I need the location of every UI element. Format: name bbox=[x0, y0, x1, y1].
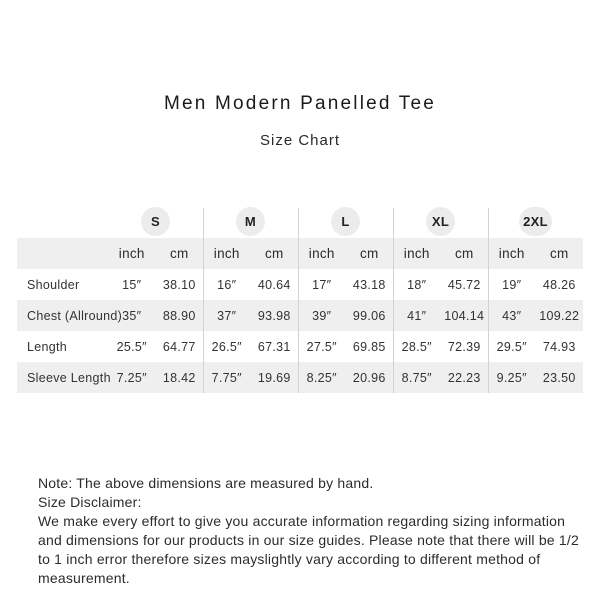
table-row bbox=[17, 331, 583, 362]
measurement-cell: 45.72 bbox=[447, 277, 481, 292]
measurement-cell: 7.75″ bbox=[211, 370, 242, 385]
unit-header-cell: cm bbox=[359, 246, 379, 261]
units-header-row bbox=[17, 238, 583, 269]
measurement-cell: 8.75″ bbox=[401, 370, 432, 385]
measurement-cell: 88.90 bbox=[162, 308, 196, 323]
size-badge-cell bbox=[108, 207, 203, 236]
column-divider bbox=[488, 208, 489, 393]
measurement-cell: 28.5″ bbox=[401, 339, 432, 354]
row-label: Length bbox=[27, 339, 68, 354]
unit-header-cell: cm bbox=[454, 246, 474, 261]
size-badge-row bbox=[17, 205, 583, 238]
measurement-cell: 27.5″ bbox=[306, 339, 337, 354]
unit-header-cell: inch bbox=[498, 246, 525, 261]
notes-section bbox=[38, 474, 584, 588]
row-label: Sleeve Length bbox=[27, 370, 111, 385]
measurement-cell: 109.22 bbox=[539, 308, 580, 323]
size-badge-cell bbox=[488, 207, 583, 236]
measurement-cell: 48.26 bbox=[542, 277, 576, 292]
measurement-cell: 67.31 bbox=[257, 339, 291, 354]
measurement-cell: 39″ bbox=[312, 308, 332, 323]
measurement-cell: 37″ bbox=[217, 308, 237, 323]
measurement-cell: 7.25″ bbox=[116, 370, 147, 385]
measurement-cell: 9.25″ bbox=[496, 370, 527, 385]
page-subtitle: Size Chart bbox=[259, 132, 341, 149]
measurement-note: Note: The above dimensions are measured by hand. bbox=[38, 475, 374, 491]
measurement-cell: 18″ bbox=[407, 277, 427, 292]
unit-header-cell: cm bbox=[264, 246, 284, 261]
size-badge: M bbox=[236, 207, 265, 236]
unit-header-cell: inch bbox=[403, 246, 430, 261]
size-badge-cell bbox=[393, 207, 488, 236]
measurement-cell: 69.85 bbox=[352, 339, 386, 354]
measurement-cell: 64.77 bbox=[162, 339, 196, 354]
size-badge: 2XL bbox=[519, 207, 552, 236]
column-divider bbox=[203, 208, 204, 393]
measurement-cell: 19.69 bbox=[257, 370, 291, 385]
size-badge: S bbox=[141, 207, 170, 236]
measurement-cell: 43″ bbox=[502, 308, 522, 323]
table-row bbox=[17, 269, 583, 300]
size-chart-table bbox=[17, 205, 583, 393]
size-badge: XL bbox=[426, 207, 455, 236]
measurement-cell: 20.96 bbox=[352, 370, 386, 385]
measurement-cell: 19″ bbox=[502, 277, 522, 292]
unit-header-cell: inch bbox=[118, 246, 145, 261]
unit-header-cell: cm bbox=[169, 246, 189, 261]
unit-header-cell: inch bbox=[308, 246, 335, 261]
disclaimer-body: We make every effort to give you accurate information regarding sizing information and dimensions for our products in our size guides. Please note that there will be 1/2 to 1 inch error therefore sizes mayslightly vary according to different method of measurement. bbox=[38, 513, 579, 586]
measurement-cell: 29.5″ bbox=[496, 339, 527, 354]
measurement-cell: 43.18 bbox=[352, 277, 386, 292]
measurement-cell: 8.25″ bbox=[306, 370, 337, 385]
page-title: Men Modern Panelled Tee bbox=[163, 93, 437, 114]
size-badge-cell bbox=[298, 207, 393, 236]
measurement-cell: 22.23 bbox=[447, 370, 481, 385]
measurement-cell: 38.10 bbox=[162, 277, 196, 292]
measurement-cell: 93.98 bbox=[257, 308, 291, 323]
column-divider bbox=[393, 208, 394, 393]
measurement-cell: 104.14 bbox=[444, 308, 485, 323]
column-divider bbox=[298, 208, 299, 393]
row-label: Shoulder bbox=[27, 277, 80, 292]
unit-header-cell: inch bbox=[213, 246, 240, 261]
measurement-cell: 74.93 bbox=[542, 339, 576, 354]
measurement-cell: 72.39 bbox=[447, 339, 481, 354]
measurement-cell: 25.5″ bbox=[116, 339, 147, 354]
measurement-cell: 41″ bbox=[407, 308, 427, 323]
measurement-cell: 35″ bbox=[122, 308, 142, 323]
size-table-rows bbox=[17, 238, 583, 393]
unit-header-cell: cm bbox=[549, 246, 569, 261]
row-label: Chest (Allround) bbox=[27, 308, 123, 323]
measurement-cell: 18.42 bbox=[162, 370, 196, 385]
measurement-cell: 23.50 bbox=[542, 370, 576, 385]
measurement-cell: 17″ bbox=[312, 277, 332, 292]
measurement-cell: 40.64 bbox=[257, 277, 291, 292]
measurement-cell: 26.5″ bbox=[211, 339, 242, 354]
disclaimer-title: Size Disclaimer: bbox=[38, 494, 142, 510]
size-badge: L bbox=[331, 207, 360, 236]
table-row bbox=[17, 300, 583, 331]
measurement-cell: 99.06 bbox=[352, 308, 386, 323]
measurement-cell: 16″ bbox=[217, 277, 237, 292]
table-row bbox=[17, 362, 583, 393]
measurement-cell: 15″ bbox=[122, 277, 142, 292]
size-badge-cell bbox=[203, 207, 298, 236]
